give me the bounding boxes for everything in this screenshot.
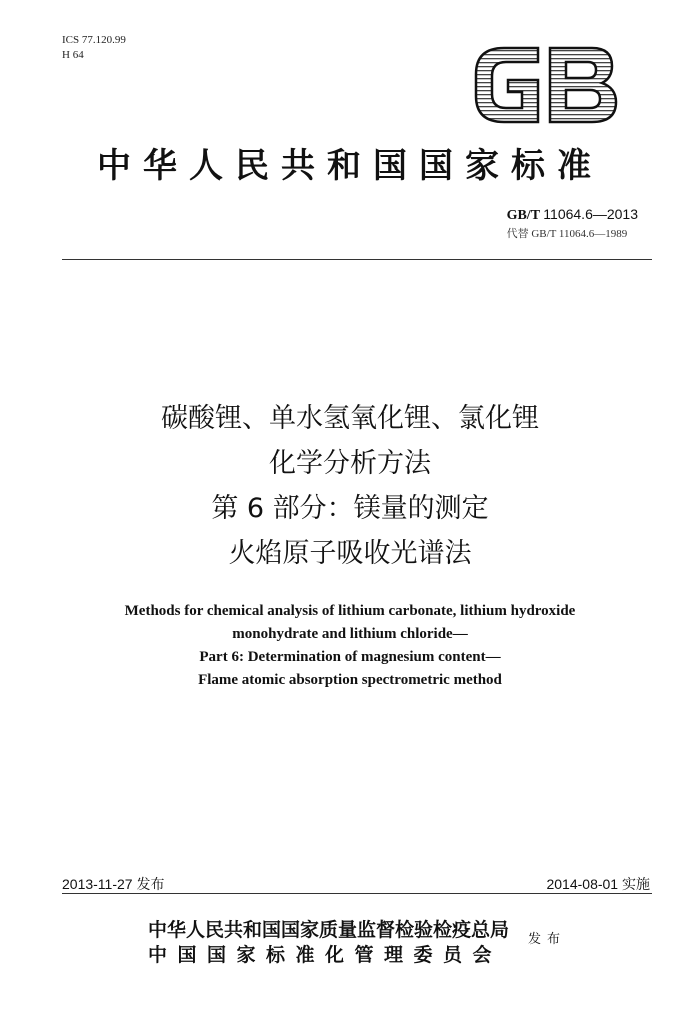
chinese-title-line: 火焰原子吸收光谱法: [228, 538, 472, 569]
classification-codes: [62, 33, 126, 63]
english-title-line: Flame atomic absorption spectrometric method: [198, 672, 502, 688]
organization-title: 中华人民共和国国家标准: [97, 146, 603, 186]
english-title-line: Part 6: Determination of magnesium content—: [199, 649, 501, 665]
issue-date: 2013-11-27 发布: [62, 876, 165, 892]
standard-prefix: GB/T: [506, 208, 540, 223]
publisher-line: 中华人民共和国国家质量监督检验检疫总局: [148, 919, 510, 941]
footer-divider: [62, 893, 652, 894]
standard-number: 11064.6—2013: [543, 206, 638, 222]
english-title-line: monohydrate and lithium chloride—: [232, 626, 468, 642]
publisher-line: 中国国家标准化管理委员会: [148, 944, 503, 966]
chinese-title: [0, 396, 700, 576]
replaces-standard: 代替 GB/T 11064.6—1989: [506, 228, 628, 240]
chinese-title-line: 碳酸锂、单水氢氧化锂、氯化锂: [161, 403, 539, 434]
english-title: [0, 600, 700, 692]
publish-action: 发布: [528, 932, 567, 947]
standard-code: [507, 206, 638, 224]
standard-number-block: [507, 206, 638, 241]
header-divider: [62, 259, 652, 260]
chinese-title-line: 第 6 部分：镁量的测定: [211, 493, 489, 524]
implementation-date: 2014-08-01 实施: [546, 876, 650, 892]
chinese-title-line: 化学分析方法: [269, 448, 431, 479]
ccs-code: H 64: [62, 49, 84, 61]
gb-logo-icon: [468, 46, 620, 124]
ics-code: ICS 77.120.99: [62, 34, 126, 46]
english-title-line: Methods for chemical analysis of lithium carbonate, lithium hydroxide: [124, 603, 576, 619]
publishers: [148, 918, 509, 968]
